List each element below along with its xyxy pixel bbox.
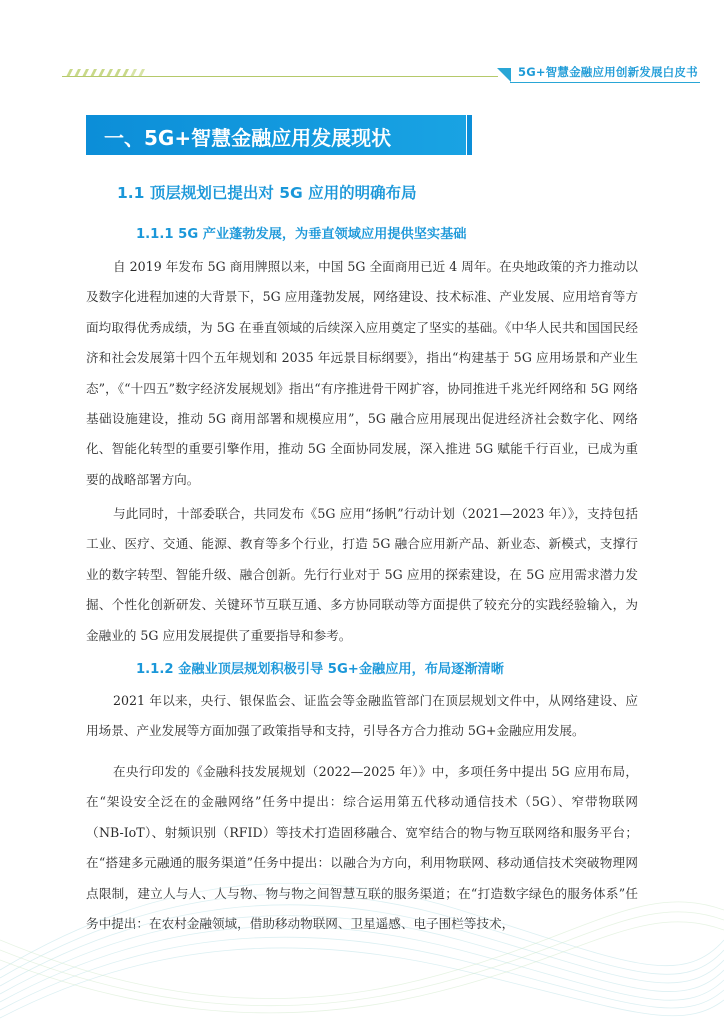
header-triangle-icon: [497, 68, 511, 82]
paragraph-fintech-plan: 在央行印发的《金融科技发展规划（2022—2025 年）》中，多项任务中提出 5G 应用布局，在“架设安全泛在的金融网络”任务中提出：综合运用第五代移动通信技术（5G）、窄带物联网（NB-IoT）、射频识别（RFID）等技术打造固移融合、宽窄结合的物与物互联网络和服务平台；在“搭建多元融通的服务渠道”任务中提出：以融合为方向，利用物联网、移动通信技术突破物理网点限制，建立人与人、人与物、物与物之间智慧互联的服务渠道；在“打造数字绿色的服务体系”任务中提出：在农村金融领域，借助移动物联网、卫星遥感、电子围栏等技术，: [86, 764, 638, 932]
header-document-title: 5G+智慧金融应用创新发展白皮书: [518, 65, 698, 79]
subsection-heading-1-1-1: 1.1.1 5G 产业蓬勃发展，为垂直领域应用提供坚实基础: [136, 227, 467, 242]
header-title-underline: [510, 82, 700, 83]
section-heading-1-1: 1.1 顶层规划已提出对 5G 应用的明确布局: [117, 184, 417, 202]
paragraph-regulators-guidance: 2021 年以来，央行、银保监会、证监会等金融监管部门在顶层规划文件中，从网络建设、应用场景、产业发展等方面加强了政策指导和支持，引导各方合力推动 5G+金融应用发展。: [86, 693, 638, 739]
chapter-title: 一、5G+智慧金融应用发展现状: [104, 126, 392, 150]
paragraph-yangfan-plan: 与此同时，十部委联合，共同发布《5G 应用“扬帆”行动计划（2021—2023 年）》，支持包括工业、医疗、交通、能源、教育等多个行业，打造 5G 融合应用新产品、新业态、新模式，支撑行业的数字转型、智能升级、融合创新。先行行业对于 5G 应用的探索建设，在 5G 应用需求潜力发掘、个性化创新研发、关键环节互联互通、多方协同联动等方面提供了较充分的实践经验输入，为金融业的 5G 应用发展提供了重要指导和参考。: [86, 506, 638, 643]
header-rule: [62, 76, 498, 77]
chapter-title-bar: [86, 115, 466, 155]
paragraph-5g-development: 自 2019 年发布 5G 商用牌照以来，中国 5G 全面商用已近 4 周年。在央地政策的齐力推动以及数字化进程加速的大背景下，5G 应用蓬勃发展，网络建设、技术标准、产业发展、应用培育等方面均取得优秀成绩，为 5G 在垂直领域的后续深入应用奠定了坚实的基础。《中华人民共和国国民经济和社会发展第十四个五年规划和 2035 年远景目标纲要》，指出“构建基于 5G 应用场景和产业生态”，《“十四五”数字经济发展规划》指出“有序推进骨干网扩容，协同推进千兆光纤网络和 5G 网络基础设施建设，推动 5G 商用部署和规模应用”，5G 融合应用展现出促进经济社会数字化、网络化、智能化转型的重要引擎作用，推动 5G 全面协同发展，深入推进 5G 赋能千行百业，已成为重要的战略部署方向。: [86, 259, 638, 487]
subsection-heading-1-1-2: 1.1.2 金融业顶层规划积极引导 5G+金融应用，布局逐渐清晰: [136, 662, 504, 677]
